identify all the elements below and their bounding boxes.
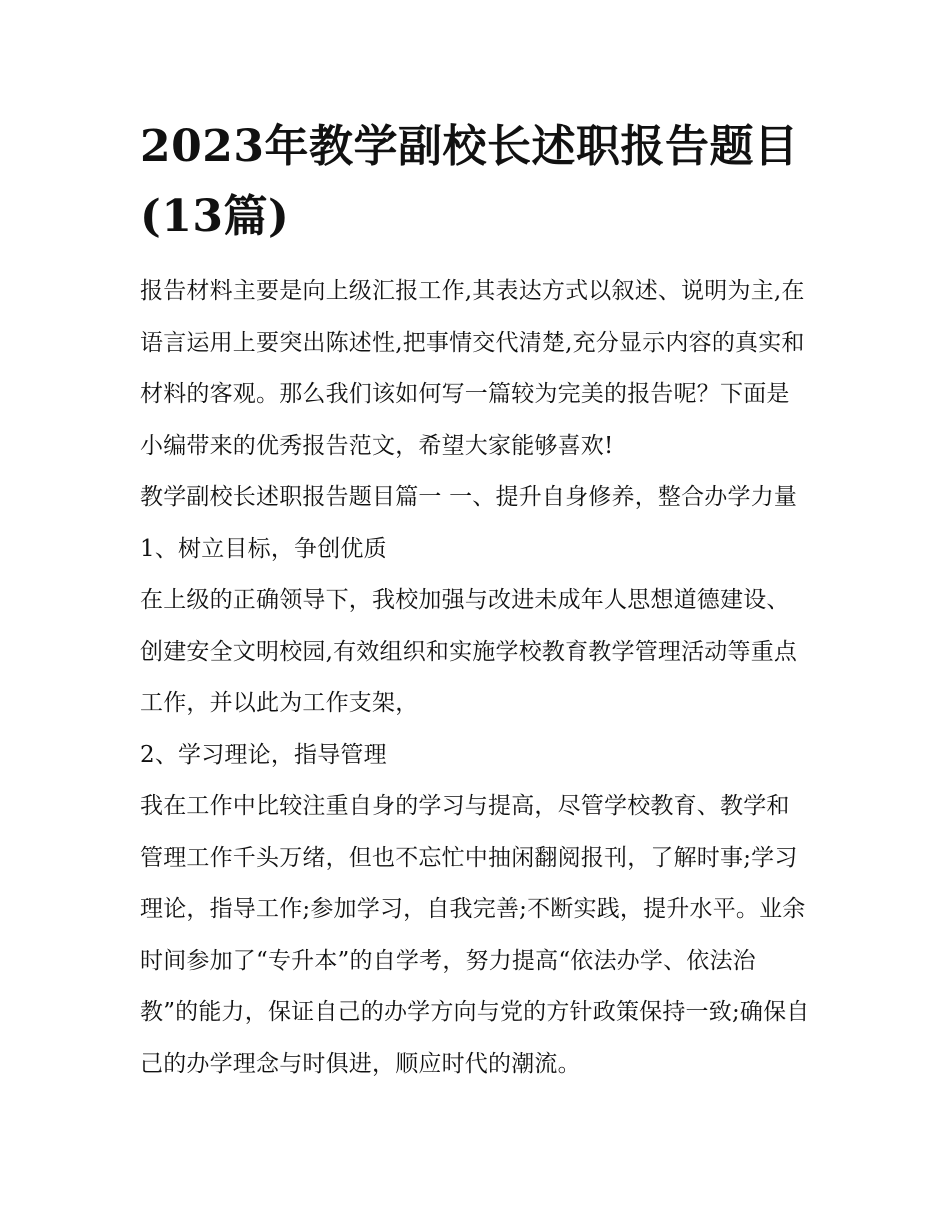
- leadership-paragraph: 在上级的正确领导下，我校加强与改进未成年人思想道德建设、创建安全文明校园,有效组织和实施学校教育教学管理活动等重点工作，并以此为工作支架，: [140, 587, 798, 716]
- section-two-heading: 2、学习理论，指导管理: [140, 741, 387, 768]
- document-title: 2023年教学副校长述职报告题目(13篇): [140, 121, 799, 242]
- intro-paragraph: 报告材料主要是向上级汇报工作,其表达方式以叙述、说明为主,在语言运用上要突出陈述性,把事情交代清楚,充分显示内容的真实和材料的客观。那么我们该如何写一篇较为完美的报告呢？下面是小编带来的优秀报告范文，希望大家能够喜欢!: [140, 278, 805, 459]
- document-body: [140, 112, 812, 1090]
- study-paragraph: 我在工作中比较注重自身的学习与提高，尽管学校教育、教学和管理工作千头万绪，但也不忘忙中抽闲翻阅报刊，了解时事;学习理论，指导工作;参加学习，自我完善;不断实践，提升水平。业余时间参加了“专升本”的自学考，努力提高“依法办学、依法治教”的能力，保证自己的办学方向与党的方针政策保持一致;确保自己的办学理念与时俱进，顺应时代的潮流。: [140, 793, 810, 1077]
- section-one-heading: 教学副校长述职报告题目篇一 一、提升自身修养，整合办学力量 1、树立目标，争创优质: [140, 484, 798, 562]
